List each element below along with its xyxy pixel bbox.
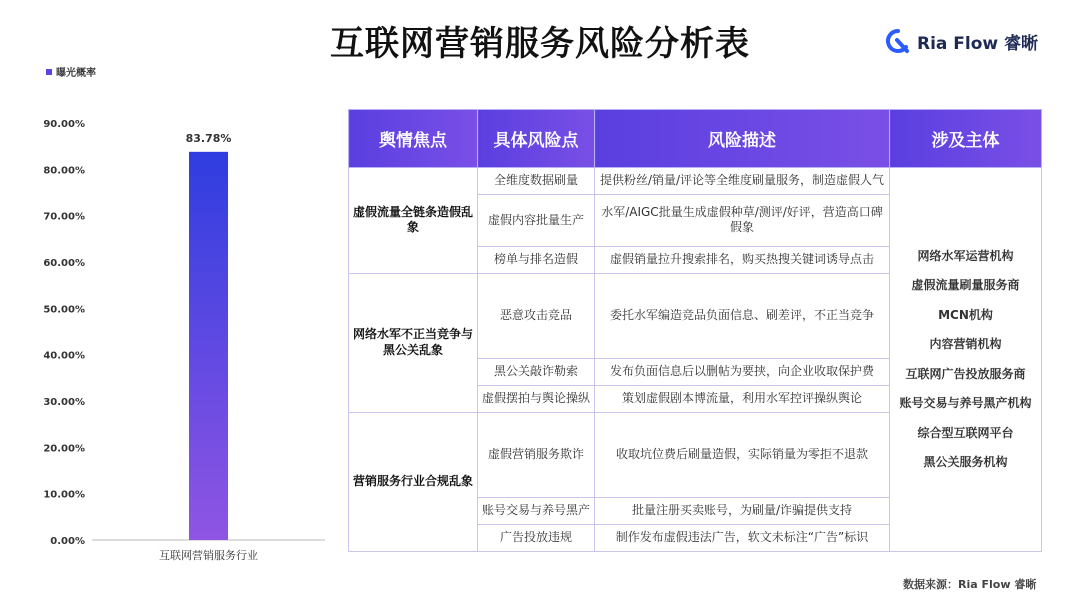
risk-desc-cell: 提供粉丝/销量/评论等全维度刷量服务，制造虚假人气 [595,168,890,195]
focus-cell: 网络水军不正当竞争与黑公关乱象 [349,273,478,412]
risk-desc-cell: 制作发布虚假违法广告，软文未标注“广告”标识 [595,525,890,552]
bar-data-label: 83.78% [185,131,232,145]
bar-chart [0,0,340,608]
risk-desc-cell: 发布负面信息后以删帖为要挟，向企业收取保护费 [595,359,890,386]
page-title: 互联网营销服务风险分析表 [330,24,750,64]
y-tick-label: 0.00% [50,536,85,547]
table-row [349,168,1042,195]
risk-desc-cell: 策划虚假剧本博流量，利用水军控评操纵舆论 [595,386,890,413]
bar [189,152,228,540]
risk-point-cell: 虚假摆拍与舆论操纵 [478,386,595,413]
legend-label: 曝光概率 [56,68,96,79]
y-tick-label: 50.00% [43,304,85,316]
subject-item: 互联网广告投放服务商 [905,366,1026,381]
risk-point-cell: 全维度数据刷量 [478,168,595,195]
y-tick-label: 20.00% [43,443,85,455]
x-tick-label: 互联网营销服务行业 [159,549,258,562]
y-tick-label: 70.00% [43,211,85,223]
data-source-note: 数据来源：Ria Flow 睿晰 [903,578,1037,591]
risk-point-cell: 广告投放违规 [478,525,595,552]
brand-name: Ria Flow 睿晰 [917,33,1039,54]
risk-point-cell: 虚假内容批量生产 [478,194,595,246]
risk-point-cell: 恶意攻击竞品 [478,273,595,358]
subject-item: 虚假流量刷量服务商 [911,278,1020,292]
subject-item: 内容营销机构 [929,337,1002,351]
risk-point-cell: 黑公关敲诈勒索 [478,359,595,386]
brand [885,28,1038,54]
risk-desc-cell: 收取坑位费后刷量造假，实际销量为零拒不退款 [595,412,890,497]
subject-item: 综合型互联网平台 [917,425,1014,440]
risk-table [348,109,1042,552]
risk-point-cell: 榜单与排名造假 [478,247,595,274]
y-tick-label: 10.00% [43,489,85,501]
risk-point-cell: 虚假营销服务欺诈 [478,412,595,497]
risk-desc-cell: 虚假销量拉升搜索排名，购买热搜关键词诱导点击 [595,247,890,274]
subject-item: 账号交易与养号黑产机构 [899,396,1032,410]
subject-item: 网络水军运营机构 [917,248,1014,263]
subjects-cell [890,168,1042,552]
subject-item: 黑公关服务机构 [923,455,1008,469]
risk-desc-cell: 水军/AIGC批量生成虚假种草/测评/好评，营造高口碑假象 [595,194,890,246]
header-risk-point: 具体风险点 [478,110,595,168]
subject-item: MCN机构 [938,307,993,322]
focus-cell: 虚假流量全链条造假乱象 [349,168,478,274]
brand-logo-icon [885,28,911,54]
risk-point-cell: 账号交易与养号黑产 [478,498,595,525]
header-focus: 舆情焦点 [349,110,478,168]
y-tick-label: 60.00% [43,258,85,269]
focus-cell: 营销服务行业合规乱象 [349,412,478,551]
header-risk-desc: 风险描述 [595,110,890,168]
y-tick-label: 80.00% [43,165,85,177]
table-header-row [349,110,1042,168]
risk-desc-cell: 批量注册买卖账号，为刷量/诈骗提供支持 [595,498,890,525]
y-tick-label: 40.00% [43,350,85,362]
y-tick-label: 90.00% [43,119,85,130]
header-subjects: 涉及主体 [890,110,1042,168]
risk-desc-cell: 委托水军编造竞品负面信息、刷差评，不正当竞争 [595,273,890,358]
y-tick-label: 30.00% [43,397,85,408]
